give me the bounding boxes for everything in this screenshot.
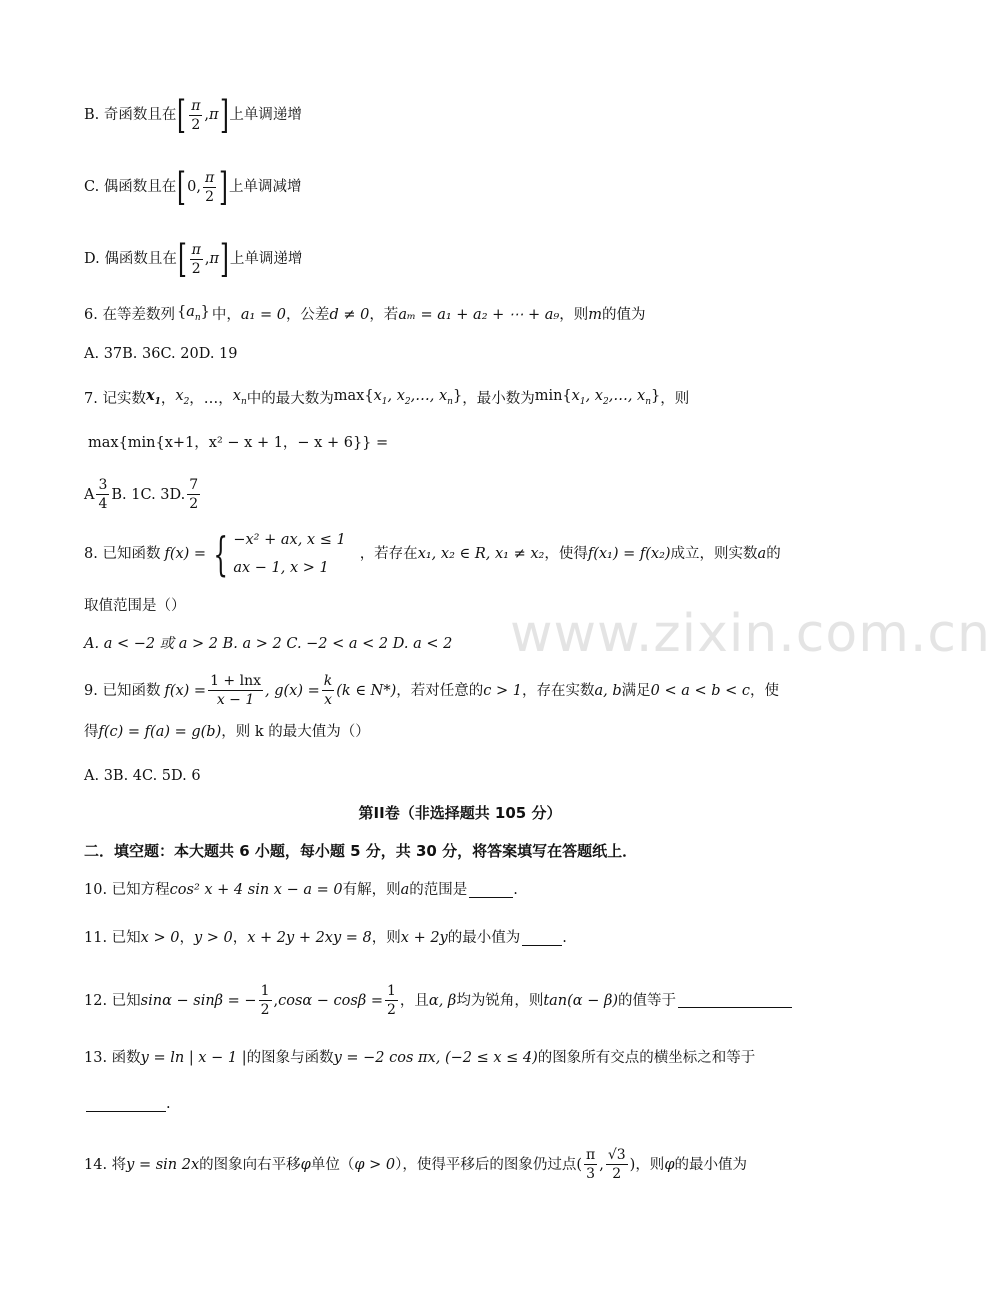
answer-blank[interactable]	[469, 883, 513, 898]
stem-text: 的图象与函数	[246, 1050, 334, 1066]
stem-text: 满足	[621, 682, 651, 699]
frac-num: √3	[607, 1147, 626, 1163]
q12-stem: 12. 已知 sinα − sinβ = − $\frac{1}{2}$ , cosα − cosβ = $\frac{1}{2}$ ，且 α, β 均为锐角，则 tan(α − β) 的值等于	[84, 982, 792, 1019]
stem-text: 取值范围是（）	[84, 598, 186, 614]
frac-den: 2	[189, 496, 199, 512]
function-f: f(x) =	[164, 682, 207, 699]
answer-blank[interactable]	[86, 1097, 166, 1112]
sequence-symbol: $\{a_n\}$	[176, 304, 210, 323]
piecewise-cases	[233, 530, 345, 578]
stem-text: 7. 记实数	[84, 390, 146, 407]
target-expr: tan(α − β)	[543, 992, 618, 1009]
options-text: A. a < −2 或 a > 2 B. a > 2 C. −2 < a < 2 D. a < 2	[84, 636, 453, 652]
stem-text: ，若对任意的	[396, 682, 484, 699]
frac-num: π	[191, 97, 201, 114]
stem-text: ，若	[369, 306, 399, 323]
point-close: )	[629, 1156, 636, 1173]
stem-text: ，存在实数	[521, 682, 595, 699]
q7-stem: 7. 记实数 $x_1$ ， $x_2$ ，…， $x_n$ 中的最大数为 $\max\{x_1$, $x_2,\dots$, $x_n$} ，最小数为 $\min\{x_1$, $x_2,\dots$, $x_n$} ，则	[84, 386, 689, 412]
q7-expression	[88, 433, 388, 453]
q7-options	[84, 476, 202, 513]
stem-text: ，则	[660, 390, 690, 407]
q9-options	[84, 766, 201, 786]
condition: φ > 0	[354, 1156, 396, 1173]
stem-text: 的最小值为	[674, 1156, 747, 1173]
equation: cos² x + 4 sin x − a = 0	[169, 882, 343, 898]
q13-stem	[84, 1048, 755, 1068]
frac-den: 4	[98, 496, 108, 512]
function: y = sin 2x	[126, 1156, 200, 1173]
stem-text: ，且	[399, 992, 429, 1009]
stem-text: 的最小值为	[447, 930, 521, 946]
min-expr: $\min\{x_1$, $x_2,\dots$, $x_n$}	[534, 388, 661, 407]
equation: cosα − cosβ =	[278, 992, 383, 1009]
option-label: C.	[84, 179, 100, 195]
equation: f(x₁) = f(x₂)	[587, 546, 671, 562]
q6-options	[84, 344, 238, 364]
q6-stem	[84, 302, 645, 328]
max-expr: $\max\{x_1$, $x_2,\dots$, $x_n$}	[333, 388, 463, 407]
stem-text: 有解，则	[342, 882, 401, 898]
frac-num: k	[323, 673, 333, 689]
stem-text: 12. 已知	[84, 992, 141, 1009]
option-tail: 上单调递增	[229, 107, 302, 123]
stem-text: .	[166, 1096, 171, 1112]
inequality: 0 < a < b < c	[650, 682, 751, 699]
answer-blank[interactable]	[678, 993, 792, 1008]
frac-den: 2	[205, 188, 215, 205]
interval-start: 0	[187, 179, 197, 195]
frac-num: π	[204, 169, 215, 186]
option-label: B.	[84, 107, 100, 123]
option-tail: 上单调递增	[229, 251, 303, 267]
stem-text: 13. 函数	[84, 1050, 141, 1066]
fraction	[322, 672, 334, 709]
stem-text: 单位（	[310, 1156, 355, 1173]
stem-text: ，若存在	[359, 546, 418, 562]
frac-den: 2	[260, 1002, 270, 1018]
q8-stem	[84, 527, 781, 581]
option-text: 奇函数且在	[103, 107, 177, 123]
left-brace: {	[213, 527, 229, 581]
watermark: www.zixin.com.cn	[510, 604, 991, 664]
frac-num: 3	[98, 477, 108, 493]
equation: sinα − sinβ = −	[140, 992, 257, 1009]
q10-stem	[84, 880, 518, 900]
condition: x₁, x₂ ∈ R, x₁ ≠ x₂	[417, 546, 545, 562]
target-expr: x + 2y	[400, 930, 448, 946]
stem-text: ，则 k 的最大值为（）	[221, 724, 370, 740]
condition: y > 0	[193, 930, 233, 946]
frac-den: x	[324, 692, 332, 708]
fraction	[584, 1146, 597, 1183]
q8-stem-line2	[84, 596, 186, 616]
stem-text: ，使得	[544, 546, 588, 562]
variable: a	[757, 546, 767, 562]
fraction	[208, 672, 263, 709]
frac-den: 2	[612, 1166, 622, 1182]
stem-text: .	[513, 882, 518, 898]
frac-den: 3	[586, 1166, 596, 1182]
condition: c > 1	[483, 682, 522, 699]
section-title: 第II卷（非选择题共 105 分）	[358, 804, 562, 822]
condition: a₁ = 0	[240, 306, 286, 323]
fraction	[96, 476, 109, 513]
variable: φ	[664, 1156, 675, 1173]
stem-text: 成立，则实数	[670, 546, 758, 562]
interval-end: π	[209, 251, 219, 267]
stem-text: 9. 已知函数	[84, 682, 161, 699]
stem-text: ，则	[635, 1156, 665, 1173]
part-title: 二．填空题：本大题共 6 小题，每小题 5 分，共 30 分，将答案填写在答题纸上．	[84, 842, 638, 860]
fraction	[203, 169, 216, 206]
stem-text: 中的最大数为	[246, 390, 334, 407]
q13-blank-line	[84, 1094, 171, 1114]
condition: aₘ = a₁ + a₂ + ⋯ + a₉	[398, 306, 560, 323]
stem-text: 的范围是	[409, 882, 468, 898]
frac-den: x − 1	[216, 692, 255, 708]
stem-text: 的图象所有交点的横坐标之和等于	[537, 1050, 756, 1066]
stem-text: 14. 将	[84, 1156, 127, 1173]
frac-num: 1 + lnx	[210, 673, 262, 689]
q9-stem-line2	[84, 722, 370, 742]
option-label: D.	[84, 251, 100, 267]
q9-stem	[84, 672, 779, 709]
right-bracket: ]	[219, 165, 229, 209]
option-label: A	[84, 486, 95, 503]
case-1: −x² + ax, x ≤ 1	[233, 532, 346, 548]
variable: a	[400, 882, 410, 898]
stem-text: 的	[766, 546, 781, 562]
frac-num: 1	[387, 983, 396, 999]
variables: α, β	[428, 992, 457, 1009]
options-text: A. 37B. 36C. 20D. 19	[84, 346, 238, 362]
option-tail: 上单调减增	[229, 179, 302, 195]
fraction	[189, 97, 202, 134]
function-name: f(x) =	[164, 546, 207, 562]
equation: f(c) = f(a) = g(b)	[98, 724, 222, 740]
fraction	[385, 982, 398, 1019]
function: y = −2 cos πx, (−2 ≤ x ≤ 4)	[333, 1050, 538, 1066]
left-bracket: [	[177, 237, 187, 281]
stem-text: 均为锐角，则	[456, 992, 544, 1009]
right-bracket: ]	[219, 93, 229, 137]
expression: max{min{x+1，x² − x + 1，− x + 6}} =	[88, 435, 389, 451]
stem-text: ，使	[750, 682, 780, 699]
options-text: B. 1C. 3D.	[111, 486, 186, 503]
q5-option-d: D. 偶函数且在 [ $\frac{\pi}{2}$ , π ] 上单调递增	[84, 237, 303, 281]
stem-text: 的值等于	[618, 992, 676, 1009]
point-open: (	[576, 1156, 582, 1173]
stem-text: 11. 已知	[84, 930, 141, 946]
stem-text: ，则	[559, 306, 589, 323]
answer-blank[interactable]	[522, 931, 562, 946]
frac-num: 1	[260, 983, 270, 999]
option-text: 偶函数且在	[103, 179, 177, 195]
frac-den: 2	[191, 260, 201, 277]
function-g: , g(x) =	[265, 682, 320, 699]
stem-text: 6. 在等差数列	[84, 306, 175, 323]
fraction	[606, 1146, 628, 1183]
condition: (k ∈ N*)	[336, 682, 397, 699]
q8-options	[84, 634, 452, 654]
stem-text: ，公差	[285, 306, 330, 323]
condition: x > 0	[140, 930, 180, 946]
frac-num: 7	[189, 477, 199, 493]
condition: x + 2y + 2xy = 8	[247, 930, 372, 946]
stem-text: 中，	[211, 306, 241, 323]
left-bracket: [	[177, 93, 187, 137]
right-bracket: ]	[219, 237, 229, 281]
stem-text: 得	[84, 724, 99, 740]
stem-text: .	[562, 930, 567, 946]
left-bracket: [	[177, 165, 187, 209]
function: y = ln | x − 1 |	[140, 1050, 247, 1066]
frac-den: 2	[387, 1002, 396, 1018]
variables: a, b	[594, 682, 622, 699]
variable: m	[588, 306, 602, 323]
condition: d ≠ 0	[329, 306, 370, 323]
q5-option-b: B. 奇函数且在 [ $\frac{\pi}{2}$ , π ] 上单调递增	[84, 93, 302, 137]
variable: $x_1$	[145, 387, 161, 407]
frac-num: π	[191, 241, 201, 258]
fraction	[190, 241, 203, 278]
stem-text: 的图象向右平移	[199, 1156, 301, 1173]
interval-end: π	[209, 107, 219, 123]
stem-text: 的值为	[601, 306, 646, 323]
case-2: ax − 1, x > 1	[233, 560, 329, 576]
stem-text: ，则	[371, 930, 401, 946]
stem-text: ），使得平移后的图象仍过点	[395, 1156, 577, 1173]
frac-den: 2	[191, 116, 201, 133]
fraction	[259, 982, 272, 1019]
q5-option-c: C. 偶函数且在 [ 0 , $\frac{\pi}{2}$ ] 上单调减增	[84, 165, 302, 209]
q14-stem: 14. 将 y = sin 2x 的图象向右平移 φ 单位（ φ > 0 ），使得平移后的图象仍过点 ( $\frac{\pi}{3}$ , $\frac{√3}{2}$ ) ，则 φ 的最小值为	[84, 1147, 747, 1182]
stem-text: 10. 已知方程	[84, 882, 170, 898]
options-text: A. 3B. 4C. 5D. 6	[84, 768, 201, 784]
variable: φ	[300, 1156, 311, 1173]
option-text: 偶函数且在	[104, 251, 177, 267]
q11-stem: 11. 已知 x > 0 ， y > 0 ， x + 2y + 2xy = 8 ，则 x + 2y 的最小值为 .	[84, 930, 567, 946]
fraction	[187, 476, 200, 513]
stem-text: 8. 已知函数	[84, 546, 161, 562]
stem-text: ，最小数为	[462, 390, 535, 407]
frac-num: π	[586, 1147, 596, 1163]
